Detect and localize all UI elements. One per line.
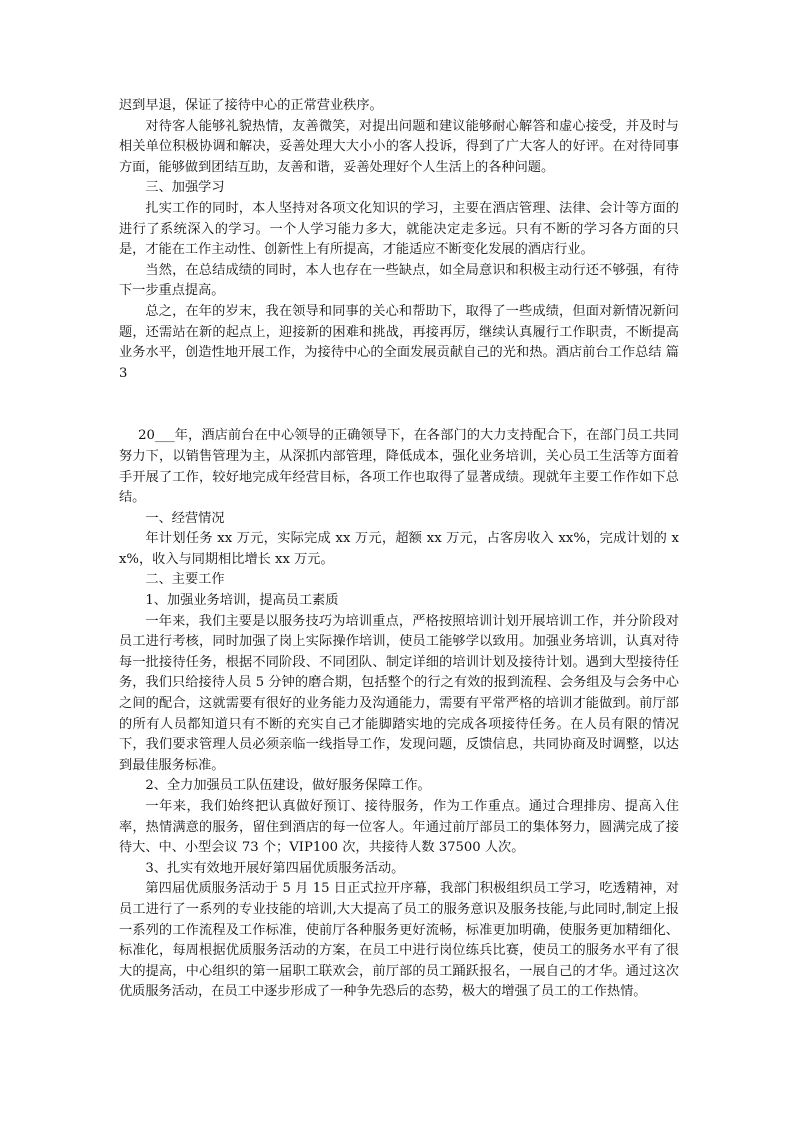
heading-strengthen-learning: 三、加强学习 <box>145 180 225 196</box>
document-page <box>119 96 679 1003</box>
paragraph-year-intro: 20___年，酒店前台在中心领导的正确领导下，在各部门的大力支持配合下，在部门员工共同努力下，以销售管理为主，从深抓内部管理，降低成本，强化业务培训，关心员工生活等方面着手开展了工作，较好地完成年经营目标，各项工作也取得了显著成绩。现就年主要工作作如下总结。 <box>119 428 679 506</box>
paragraph-learning: 扎实工作的同时，本人坚持对各项文化知识的学习，主要在酒店管理、法律、会计等方面的进行了系统深入的学习。一个人学习能力多大，就能决定走多远。只有不断的学习各方面的只是，才能在工作主动性、创新性上有所提高，才能适应不断变化发展的酒店行业。 <box>119 200 679 258</box>
paragraph-shortcomings: 当然，在总结成绩的同时，本人也存在一些缺点，如全局意识和积极主动行还不够强，有待下一步重点提高。 <box>119 262 679 299</box>
section-part2 <box>119 426 679 1003</box>
heading-training: 1、加强业务培训，提高员工素质 <box>145 593 339 609</box>
section-part1 <box>119 96 679 384</box>
paragraph-quality-service: 第四届优质服务活动于 5 月 15 日正式拉开序幕，我部门积极组织员工学习，吃透精神，对员工进行了一系列的专业技能的培训,大大提高了员工的服务意识及服务技能,与此同时,制定上报一系列的工作流程及工作标准，使前厅各种服务更好流畅，标准更加明确，使服务更加精细化、标准化，每周根据优质服务活动的方案，在员工中进行岗位练兵比赛，使员工的服务水平有了很大的提高，中心组织的第一届职工联欢会，前厅部的员工踊跃报名，一展自己的才华。通过这次优质服务活动，在员工中逐步形成了一种争先恐后的态势，极大的增强了员工的工作热情。 <box>119 881 679 1000</box>
paragraph-customer-service: 对待客人能够礼貌热情，友善微笑，对提出问题和建议能够耐心解答和虚心接受，并及时与相关单位积极协调和解决，妥善处理大大小小的客人投诉，得到了广大客人的好评。在对待同事方面，能够做到团结互助，友善和谐，妥善处理好个人生活上的各种问题。 <box>119 118 679 175</box>
heading-team-building: 2、全力加强员工队伍建设，做好服务保障工作。 <box>145 778 431 794</box>
paragraph-summary: 总之，在年的岁末，我在领导和同事的关心和帮助下，取得了一些成绩，但面对新情况新问题，还需站在新的起点上，迎接新的困难和挑战，再接再厉，继续认真履行工作职责，不断提高业务水平，创造性地开展工作，为接待中心的全面发展贡献自己的光和热。酒店前台工作总结 篇 3 <box>119 303 679 381</box>
paragraph-operations: 年计划任务 xx 万元，实际完成 xx 万元，超额 xx 万元，占客房收入 xx%，完成计划的 xx%，收入与同期相比增长 xx 万元。 <box>119 531 679 567</box>
heading-main-work: 二、主要工作 <box>145 572 225 588</box>
paragraph-training: 一年来，我们主要是以服务技巧为培训重点，严格按照培训计划开展培训工作，并分阶段对员工进行考核，同时加强了岗上实际操作培训，使员工能够学以致用。加强业务培训，认真对待每一批接待任务，根据不同阶段、不同团队、制定详细的培训计划及接待计划。遇到大型接待任务，我们只给接待人员 5 分钟的磨合期，包括整个的行之有效的报到流程、会务组及与会务中心之间的配合，这就需要有很好的业务能力及沟通能力，需要有平常严格的培训才能做到。前厅部的所有人员都知道只有不断的充实自己才能脚踏实地的完成各项接待任务。在人员有限的情况下，我们要求管理人员必须亲临一线指导工作，发现问题，反馈信息，共同协商及时调整，以达到最佳服务标准。 <box>119 613 679 773</box>
paragraph-continuation: 迟到早退，保证了接待中心的正常营业秩序。 <box>119 98 383 113</box>
heading-operations: 一、经营情况 <box>145 510 225 526</box>
section-spacer <box>119 384 679 426</box>
paragraph-team-building: 一年来，我们始终把认真做好预订、接待服务，作为工作重点。通过合理排房、提高入住率，热情满意的服务，留住到酒店的每一位客人。年通过前厅部员工的集体努力，圆满完成了接待大、中、小型会议 73 个；VIP100 次，共接待人数 37500 人次。 <box>119 799 679 856</box>
heading-quality-service: 3、扎实有效地开展好第四届优质服务活动。 <box>145 860 405 876</box>
